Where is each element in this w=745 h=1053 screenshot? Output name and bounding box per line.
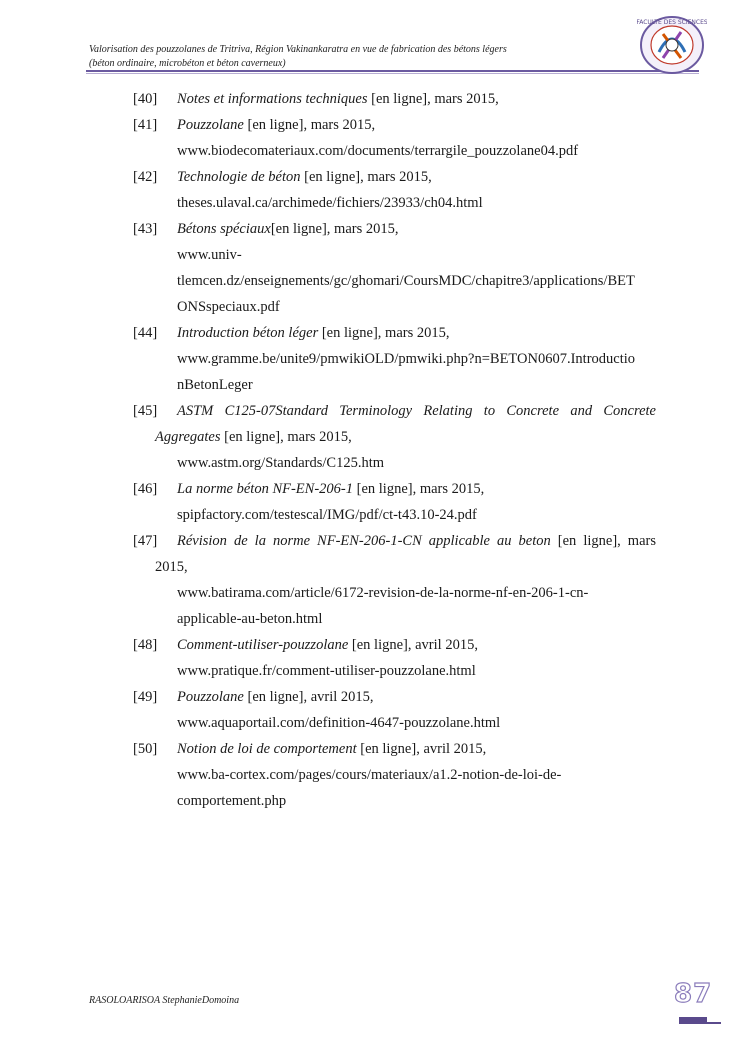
reference-title: Technologie de béton	[177, 169, 301, 185]
header-line-1: Valorisation des pouzzolanes de Tritriva, Région Vakinankaratra en vue de fabrication des bétons légers	[89, 44, 507, 55]
reference-url[interactable]: tlemcen.dz/enseignements/gc/ghomari/CoursMDC/chapitre3/applications/BET	[177, 273, 635, 289]
reference-url[interactable]: www.univ-	[177, 247, 242, 263]
header-rule	[86, 70, 699, 72]
reference-title-cont: Aggregates	[155, 429, 221, 445]
reference-title: Pouzzolane	[177, 117, 244, 133]
reference-title: Comment-utiliser-pouzzolane	[177, 637, 349, 653]
reference-meta: [en ligne], mars 2015,	[270, 221, 399, 237]
seal-text: FACULTE DES SCIENCES	[637, 19, 707, 26]
header-line-2: (béton ordinaire, microbéton et béton caverneux)	[89, 58, 286, 69]
reference-item	[133, 86, 656, 112]
reference-number: [46]	[133, 481, 158, 497]
reference-meta: [en ligne], mars 2015,	[353, 481, 485, 497]
reference-number: [41]	[133, 117, 158, 133]
reference-url[interactable]: applicable-au-beton.html	[177, 611, 323, 627]
faculty-seal-icon	[637, 14, 707, 76]
reference-url[interactable]: www.gramme.be/unite9/pmwikiOLD/pmwiki.php?n=BETON0607.Introductio	[177, 351, 636, 367]
reference-number: [45]	[133, 403, 158, 419]
reference-url[interactable]: theses.ulaval.ca/archimede/fichiers/23933/ch04.html	[177, 195, 483, 211]
reference-meta: [en ligne], mars 2015,	[220, 429, 352, 445]
reference-title: ASTM C125-07Standard Terminology Relating to Concrete and Concrete	[177, 403, 656, 419]
reference-item	[133, 736, 656, 814]
reference-list	[133, 86, 656, 814]
reference-url[interactable]: www.pratique.fr/comment-utiliser-pouzzolane.html	[177, 663, 476, 679]
reference-meta: [en ligne], avril 2015,	[348, 637, 478, 653]
reference-item	[133, 684, 656, 736]
reference-meta: [en ligne], mars 2015,	[300, 169, 432, 185]
reference-url[interactable]: ONSspeciaux.pdf	[177, 299, 280, 315]
running-header	[89, 43, 609, 71]
reference-number: [43]	[133, 221, 158, 237]
reference-item	[133, 112, 656, 164]
reference-meta-cont: 2015,	[155, 559, 188, 575]
reference-title: La norme béton NF-EN-206-1	[177, 481, 353, 497]
reference-url[interactable]: www.batirama.com/article/6172-revision-de-la-norme-nf-en-206-1-cn-	[177, 585, 589, 601]
reference-title: Révision de la norme NF-EN-206-1-CN applicable au beton	[177, 533, 551, 549]
reference-url[interactable]: comportement.php	[177, 793, 287, 809]
reference-item	[133, 398, 656, 476]
reference-item	[133, 476, 656, 528]
reference-meta: [en ligne], mars 2015,	[367, 91, 499, 107]
header-rule-light	[86, 73, 699, 74]
reference-url[interactable]: www.astm.org/Standards/C125.htm	[177, 455, 385, 471]
reference-meta: [en ligne], mars 2015,	[243, 117, 376, 133]
reference-item	[133, 528, 656, 632]
reference-number: [42]	[133, 169, 158, 185]
reference-number: [50]	[133, 741, 158, 757]
reference-url[interactable]: nBetonLeger	[177, 377, 253, 393]
reference-title: Introduction béton léger	[177, 325, 319, 341]
reference-url[interactable]: www.biodecomateriaux.com/documents/terrargile_pouzzolane04.pdf	[177, 143, 579, 159]
reference-item	[133, 216, 656, 320]
reference-item	[133, 632, 656, 684]
reference-meta: [en ligne], avril 2015,	[243, 689, 374, 705]
reference-url[interactable]: www.aquaportail.com/definition-4647-pouzzolane.html	[177, 715, 501, 731]
reference-meta: [en ligne], mars	[550, 533, 656, 549]
reference-url[interactable]: spipfactory.com/testescal/IMG/pdf/ct-t43.10-24.pdf	[177, 507, 477, 523]
reference-title: Pouzzolane	[177, 689, 244, 705]
reference-number: [40]	[133, 91, 158, 107]
reference-title: Bétons spéciaux	[177, 221, 271, 237]
reference-number: [47]	[133, 533, 158, 549]
reference-title: Notes et informations techniques	[177, 91, 368, 107]
reference-number: [49]	[133, 689, 158, 705]
reference-meta: [en ligne], mars 2015,	[318, 325, 450, 341]
reference-item	[133, 320, 656, 398]
reference-meta: [en ligne], avril 2015,	[356, 741, 487, 757]
footer-author: RASOLOARISOA StephanieDomoina	[89, 995, 240, 1006]
page-number-underline	[679, 1022, 721, 1024]
reference-title: Notion de loi de comportement	[177, 741, 357, 757]
reference-number: [48]	[133, 637, 158, 653]
reference-number: [44]	[133, 325, 158, 341]
reference-url[interactable]: www.ba-cortex.com/pages/cours/materiaux/a1.2-notion-de-loi-de-	[177, 767, 562, 783]
page-number: 87	[674, 979, 713, 1009]
reference-item	[133, 164, 656, 216]
